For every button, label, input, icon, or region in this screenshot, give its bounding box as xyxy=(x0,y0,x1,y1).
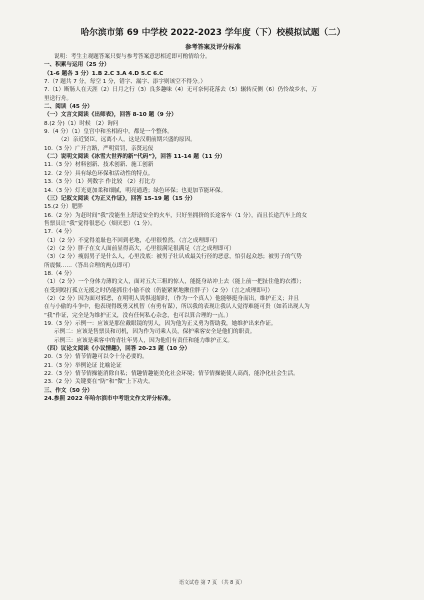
answer-lines xyxy=(44,53,382,403)
answer-line: （1-6 题各 3 分）1.B 2.C 3.A 4.D 5.C 6.C xyxy=(44,70,164,77)
answer-line: 里送行舟。 xyxy=(44,95,72,102)
answer-line: 16.（2 分）为赶时间“我”没能坐上舒适安全的火车，只好坐拥挤的长途客车（1 分），而且长途汽车上的女 xyxy=(44,212,308,219)
answer-line: 22.（3 分）情节情操能消除自私；情趣情趣能美化社会环境；情节情操能使人高尚，能净化社会生活。 xyxy=(44,371,299,378)
answer-line: 12.（2 分）具有绿色环保和活动性的特点。 xyxy=(44,170,154,177)
answer-line: （三）记叙文阅读《为正义作证》，回答 15-19 题（15 分） xyxy=(44,195,196,202)
answer-line: 8.(2 分)（1）时候 （2）询问 xyxy=(44,120,119,127)
answer-line: 20.（3 分）情节情趣可以令十分必要的。 xyxy=(44,354,148,361)
answer-line: （2）（2 分）胖子在女人面前显得高大，心里很满足很满足（言之成理即可） xyxy=(44,245,235,252)
answer-line: 10.（3 分）广开言路，严明赏罚，亲贤远佞 xyxy=(44,145,154,152)
answer-line: 示例三：应该是乘客中的青壮年男人，因为他们有责任和能力维护正义。 xyxy=(54,337,234,344)
answer-line: 在与小偷的斗争中，他表现得既勇又机智（有勇有谋），所以我的表现让我认人觉得难能可贵（如若出现人为 xyxy=(44,304,310,311)
answer-line: 三、作文（50 分） xyxy=(44,387,93,394)
answer-line: 示例二：应该是售票员和司机，因为作为司乘人员，保护乘客安全是他们的职责。 xyxy=(54,329,256,336)
answer-line: 18.（4 分） xyxy=(44,270,76,277)
document-title: 哈尔滨市第 69 中学校 2022-2023 学年度（下）校模拟试题（二） xyxy=(80,28,346,38)
answer-line: 17.（4 分） xyxy=(44,229,76,236)
answer-line: “我”作证，完全是为维护正义，没有任何私心杂念，也可以算合理的一点。） xyxy=(44,312,232,319)
answer-line: （3）（2 分）瘦弱男子是什么人，心里没底：被男子壮认成最关行径的恶意，怕引起众怒；被男子的气势 xyxy=(44,254,302,261)
page-footer: 语文试卷 第 7 页 （共 8 页） xyxy=(179,580,245,586)
answer-line: 一、积累与运用（25 分） xyxy=(44,62,110,69)
answer-line: 说明：考生主观题答案只要与参考答案意思相近即可酌情给分。 xyxy=(54,54,211,60)
answer-line: 13.（3 分）（1）列数字 作比较 （2）打比方 xyxy=(44,179,156,186)
answer-line: 在受到殴打孤立无援之时仍能抓住小偷不放（仍能紧紧地揪住胖子）（2 分）（言之成理即可） xyxy=(44,287,274,294)
answer-line: 二、阅读（45 分） xyxy=(44,104,93,111)
answer-line: （一）文言文阅读《出师表》，回答 8-10 题（9 分） xyxy=(44,112,177,119)
answer-line: 7.（7 题共 7 分，每空 1 分，错字、漏字、添字则该空不得分。） xyxy=(44,79,206,86)
answer-line: 11.（3 分）材料创新、技术创新、施工创新 xyxy=(44,162,154,169)
answer-line: 21.（3 分）举例论证 比喻论证 xyxy=(44,362,122,369)
answer-line: 9.（4 分）（1）皇宫中和丞相府中，都是一个整体。 xyxy=(44,129,173,136)
answer-line: 23.（2 分）关键要在“防”和“微”上下功夫。 xyxy=(44,379,154,386)
answer-line: 14.（3 分）灯光更加柔和细腻，明亮通透；绿色环保；也更加节能环保。 xyxy=(44,187,227,194)
answer-line: 所震慑……（答出合理的两点即可） xyxy=(44,262,134,269)
answer-line: （1）（2 分）不觉得羞耻也不回到老地，心里很惶然。（言之成理即可） xyxy=(44,237,221,244)
answer-line: 15.(2 分）肥胖 xyxy=(44,204,83,211)
document-subtitle: 参考答案及评分标准 xyxy=(185,44,241,51)
answer-line: （二）说明文阅读《冰雪大世界的新“代码”》，回答 11-14 题（11 分） xyxy=(44,154,226,161)
answer-line: 7.（1）断肠人在天涯（2）日月之行（3）良多趣味（4）无可奈何花落去（5）辗转反侧（6）仍怜故乡水，万 xyxy=(44,87,317,94)
answer-line: （1）（2 分）一个身体力薄的文人，面对五大三粗的惊人，能挺身站冲上去（能上前一把扯住他的衣襟）； xyxy=(44,279,305,286)
answer-line: 19.（3 分）示例一：应该是那位戴眼镜的男人，因为他为正义勇为帮助我，她维护出来作证。 xyxy=(44,321,277,327)
answer-line: 售票员让“我”觉得很恶心（烦厌恶）（1 分）。 xyxy=(44,220,156,227)
answer-line: （2）亲近贤臣，远离小人，这是汉朝前期兴盛的原因。 xyxy=(58,137,196,144)
answer-line: 24.参照 2022 年哈尔滨市中考语文作文评分标准。 xyxy=(44,396,175,403)
answer-line: （2）（2 分）因为面对邪恶，在明明人畏惧退缩时，（作为一个真人）他能够挺身而出，维护正义；并且 xyxy=(44,295,300,302)
answer-line: （四）议论文阅读《小议情趣》，回答 20-23 题（10 分） xyxy=(44,346,191,353)
